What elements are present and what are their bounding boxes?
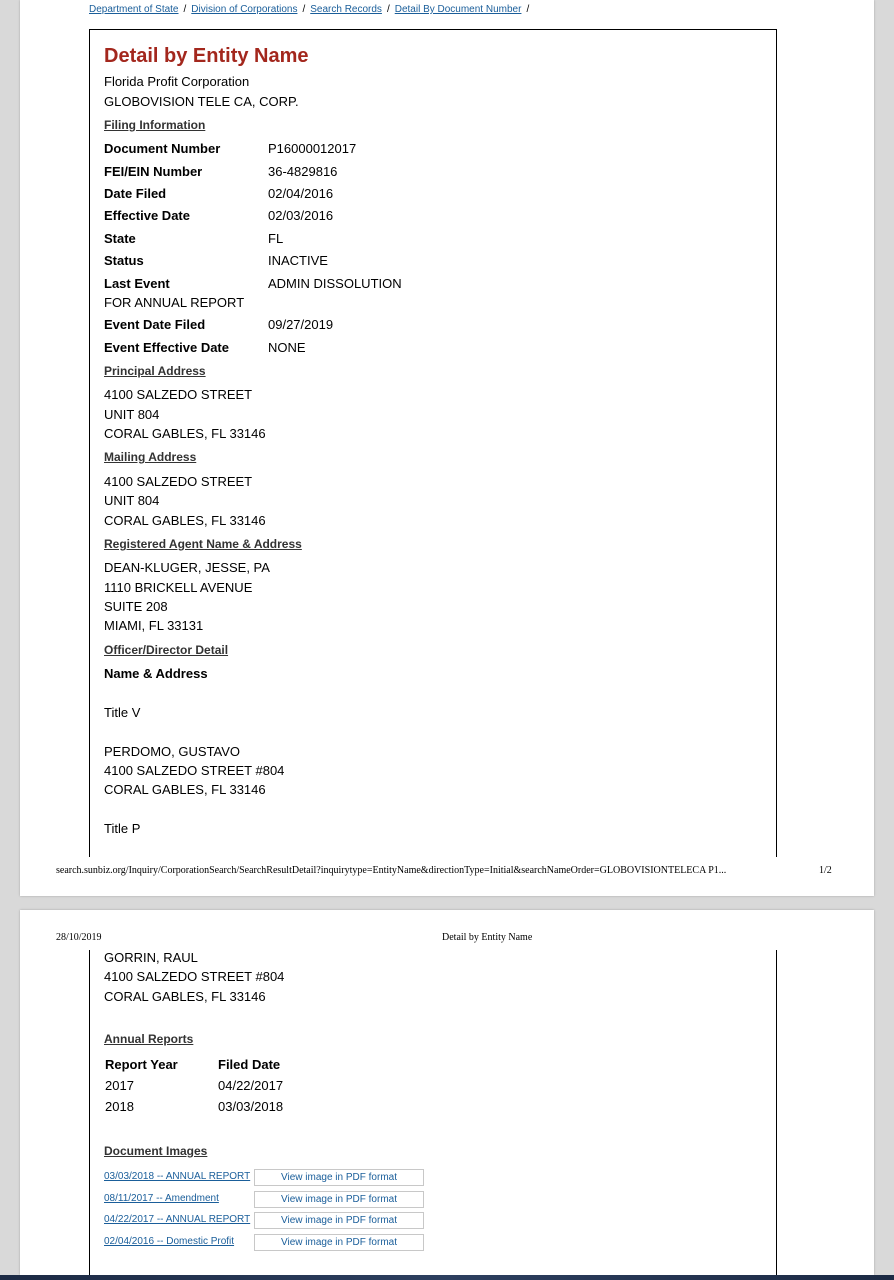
filing-value-fei-ein: 36-4829816 <box>268 164 338 179</box>
view-pdf-button[interactable]: View image in PDF format <box>254 1212 424 1229</box>
filing-label-date-filed: Date Filed <box>104 186 167 201</box>
section-officer-director: Officer/Director Detail <box>104 643 229 657</box>
section-document-images: Document Images <box>104 1144 208 1158</box>
annual-header-filed-date: Filed Date <box>218 1057 281 1072</box>
breadcrumb-separator: / <box>526 4 530 15</box>
principal-address-line: CORAL GABLES, FL 33146 <box>104 426 266 441</box>
filing-value-document-number: P16000012017 <box>268 141 357 156</box>
breadcrumb-separator: / <box>302 4 306 15</box>
annual-header-report-year: Report Year <box>105 1057 178 1072</box>
officer-line: CORAL GABLES, FL 33146 <box>104 989 266 1004</box>
desktop-strip <box>0 1275 894 1280</box>
document-image-link[interactable]: 02/04/2016 -- Domestic Profit <box>104 1236 235 1247</box>
breadcrumb-department-of-state[interactable]: Department of State <box>89 4 179 15</box>
officer-line: PERDOMO, GUSTAVO <box>104 744 241 759</box>
filing-value-event-effective-date: NONE <box>268 340 306 355</box>
annual-report-year: 2017 <box>105 1078 134 1093</box>
officer-line: 4100 SALZEDO STREET #804 <box>104 969 285 984</box>
agent-line: 1110 BRICKELL AVENUE <box>104 580 253 595</box>
filing-value-status: INACTIVE <box>268 253 328 268</box>
detail-panel-continued <box>89 950 777 1275</box>
entity-type: Florida Profit Corporation <box>104 74 250 89</box>
filing-label-document-number: Document Number <box>104 141 221 156</box>
document-image-link[interactable]: 04/22/2017 -- ANNUAL REPORT <box>104 1214 251 1225</box>
view-pdf-button[interactable]: View image in PDF format <box>254 1169 424 1186</box>
annual-report-filed-date: 04/22/2017 <box>218 1078 284 1093</box>
principal-address-line: 4100 SALZEDO STREET <box>104 387 253 402</box>
agent-line: MIAMI, FL 33131 <box>104 618 204 633</box>
filing-last-event-note: FOR ANNUAL REPORT <box>104 295 245 310</box>
filing-value-date-filed: 02/04/2016 <box>268 186 334 201</box>
mailing-address-line: UNIT 804 <box>104 493 160 508</box>
page-2 <box>20 910 874 1275</box>
filing-value-state: FL <box>268 231 284 246</box>
section-filing-information: Filing Information <box>104 118 206 132</box>
mailing-address-line: CORAL GABLES, FL 33146 <box>104 513 266 528</box>
filing-label-status: Status <box>104 253 144 268</box>
mailing-address-line: 4100 SALZEDO STREET <box>104 474 253 489</box>
officer-line: 4100 SALZEDO STREET #804 <box>104 763 285 778</box>
officer-line: CORAL GABLES, FL 33146 <box>104 782 266 797</box>
filing-label-event-effective-date: Event Effective Date <box>104 340 229 355</box>
view-pdf-button[interactable]: View image in PDF format <box>254 1234 424 1251</box>
entity-name: GLOBOVISION TELE CA, CORP. <box>104 94 299 109</box>
breadcrumb-separator: / <box>183 4 187 15</box>
filing-label-state: State <box>104 231 136 246</box>
principal-address-line: UNIT 804 <box>104 407 160 422</box>
print-footer-page: 1/2 <box>819 865 832 876</box>
agent-line: DEAN-KLUGER, JESSE, PA <box>104 560 270 575</box>
breadcrumb-separator: / <box>386 4 390 15</box>
officer-name-address-label: Name & Address <box>104 666 208 681</box>
document-image-link[interactable]: 08/11/2017 -- Amendment <box>104 1193 219 1204</box>
print-header-date: 28/10/2019 <box>56 932 102 943</box>
detail-panel <box>89 29 777 857</box>
section-registered-agent: Registered Agent Name & Address <box>104 537 302 551</box>
agent-line: SUITE 208 <box>104 599 168 614</box>
print-header-title: Detail by Entity Name <box>442 932 533 943</box>
filing-value-event-date-filed: 09/27/2019 <box>268 317 334 332</box>
filing-label-fei-ein: FEI/EIN Number <box>104 164 203 179</box>
view-pdf-button[interactable]: View image in PDF format <box>254 1191 424 1208</box>
filing-value-effective-date: 02/03/2016 <box>268 208 334 223</box>
annual-report-year: 2018 <box>105 1099 134 1114</box>
annual-report-filed-date: 03/03/2018 <box>218 1099 284 1114</box>
filing-label-last-event: Last Event <box>104 276 170 291</box>
section-mailing-address: Mailing Address <box>104 450 197 464</box>
breadcrumb-search-records[interactable]: Search Records <box>310 4 382 15</box>
breadcrumb <box>89 4 534 15</box>
filing-label-effective-date: Effective Date <box>104 208 190 223</box>
print-footer-url: search.sunbiz.org/Inquiry/CorporationSearch/SearchResultDetail?inquirytype=EntityName&directionType=Initial&searchNameOrder=GLOBOVISIONTELECA P1... <box>56 865 727 876</box>
page-title: Detail by Entity Name <box>104 45 309 67</box>
officer-title-v: Title V <box>104 705 141 720</box>
filing-label-event-date-filed: Event Date Filed <box>104 317 206 332</box>
breadcrumb-detail-by-document-number[interactable]: Detail By Document Number <box>394 4 522 15</box>
officer-title-p: Title P <box>104 821 141 836</box>
section-annual-reports: Annual Reports <box>104 1032 194 1046</box>
document-image-link[interactable]: 03/03/2018 -- ANNUAL REPORT <box>104 1171 251 1182</box>
officer-line: GORRIN, RAUL <box>104 950 198 965</box>
section-principal-address: Principal Address <box>104 364 206 378</box>
breadcrumb-division-of-corporations[interactable]: Division of Corporations <box>191 4 298 15</box>
page-1 <box>20 0 874 896</box>
filing-value-last-event: ADMIN DISSOLUTION <box>268 276 402 291</box>
